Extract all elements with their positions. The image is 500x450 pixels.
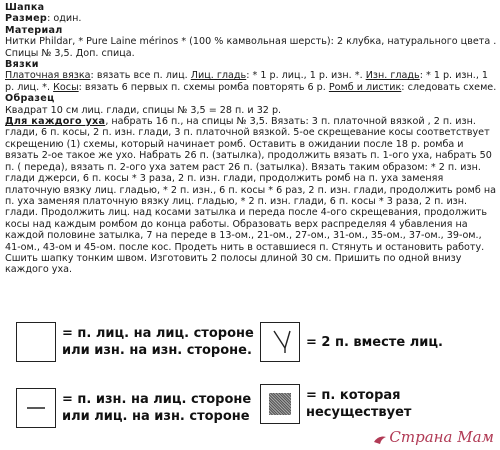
material-heading: Материал — [5, 24, 63, 36]
legend-purl-line1: = п. изн. на лиц. стороне — [62, 392, 252, 407]
ears-text: , набрать 16 п., на спицы № 3,5. Вязать: 3 п. платочной вязкой , 2 п. изн. глади, 6 п. косы, 2 п. изн. глади, 3 п. платочной вязкой. 5-ое скрещевание косы соответствует скрещению (1) схемы, который начинает ромб. Оставить в ожидании после 18 р. ромба и вязать 2-ое такое же ухо. Набрать 26 п. (затылка), продолжить вязать п. 1-ого уха, набрать 50 п. ( переда), вязать п. 2-ого уха затем раст 26 п. (затылка). Вязать таким образом: * 2 п. изн. глади джерси, 6 п. косы * 3 раза, 2 п. изн. глади, продолжить ромб на п. уха заменяя платочную вязку лиц. гладью, * 2 п. изн., 6 п. косы * 6 раз, 2 п. изн. глади, продолжить ромб на п. уха заменяя платочную вязку лиц. гладью, * 2 п. изн. глади, 6 п. косы * 3 раза, 2 п. изн. глади. Продолжить лиц. над косами затылка и переда после 4-ого скрещевания, продолжить косы над каждым ромбом до конца работы. Образовать верх распределяя 4 убавления на каждой половине затылка, 7 на переде в 13-ом., 21-ом., 27-ом., 31-ом., 35-ом., 37-ом., 39-ом., 41-ом., 43-ом и 45-ом. после кос. Продеть нить в оставшиеся п. Стянуть и остановить работу. Сшить шапку тонким швом. Изготовить 2 полосы длиной 30 см. Пришить по одной внизу каждого уха. — [5, 116, 497, 276]
legend-k2tog-text: = 2 п. вместе лиц. — [306, 334, 443, 350]
size-line — [5, 13, 497, 24]
cables-label: Косы — [53, 81, 79, 93]
bird-logo-icon — [373, 432, 387, 444]
reverse-text: : * 1 р. изн., 1 р. лиц. *. — [5, 70, 489, 93]
gauge-heading: Образец — [5, 93, 55, 105]
stitches-text — [5, 70, 497, 93]
ears-label: Для каждого уха — [5, 116, 106, 128]
reverse-label: Изн. гладь — [365, 70, 420, 82]
legend-knit — [16, 322, 254, 362]
legend-knit-line2: или изн. на изн. стороне. — [62, 343, 252, 358]
watermark-text: Страна Мам — [389, 428, 494, 446]
purl-symbol-icon — [16, 388, 56, 428]
cables-text: : вязать 6 первых п. схемы ромба повторять 6 р. — [78, 81, 326, 93]
garter-label: Платочная вязка — [5, 70, 91, 82]
stockinette-label: Лиц. гладь — [190, 70, 247, 82]
site-watermark — [373, 428, 494, 446]
legend-no-stitch — [260, 384, 411, 424]
legend-k2tog — [260, 322, 443, 362]
garter-text: : вязать все п. лиц. — [90, 70, 188, 82]
legend-no-stitch-line2: несуществует — [306, 405, 412, 420]
gauge-text: Квадрат 10 см лиц. глади, спицы № 3,5 = 28 п. и 32 р. — [5, 104, 282, 116]
legend-purl-line2: или лиц. на изн. стороне — [62, 409, 250, 424]
instructions-text — [5, 116, 497, 276]
no-stitch-symbol-icon — [260, 384, 300, 424]
pattern-title: Шапка — [5, 2, 45, 13]
stockinette-text: : * 1 р. лиц., 1 р. изн. *. — [246, 70, 363, 82]
stitches-heading: Вязки — [5, 59, 39, 71]
legend-no-stitch-line1: = п. которая — [306, 388, 401, 403]
pattern-document — [5, 2, 497, 276]
legend-purl — [16, 388, 251, 428]
legend-knit-line1: = п. лиц. на лиц. стороне — [62, 326, 254, 341]
k2tog-symbol-icon — [260, 322, 300, 362]
knit-symbol-icon — [16, 322, 56, 362]
size-value: : один. — [47, 13, 82, 25]
size-label: Размер — [5, 13, 48, 25]
material-text: Нитки Phildar, * Pure Laine mérinos * (100 % камвольная шерсть): 2 клубка, натурального цвета . Спицы № 3,5. Доп. спица. — [5, 36, 497, 59]
rhombus-text: : следовать схеме. — [401, 81, 497, 93]
rhombus-label: Ромб и листик — [328, 81, 402, 93]
